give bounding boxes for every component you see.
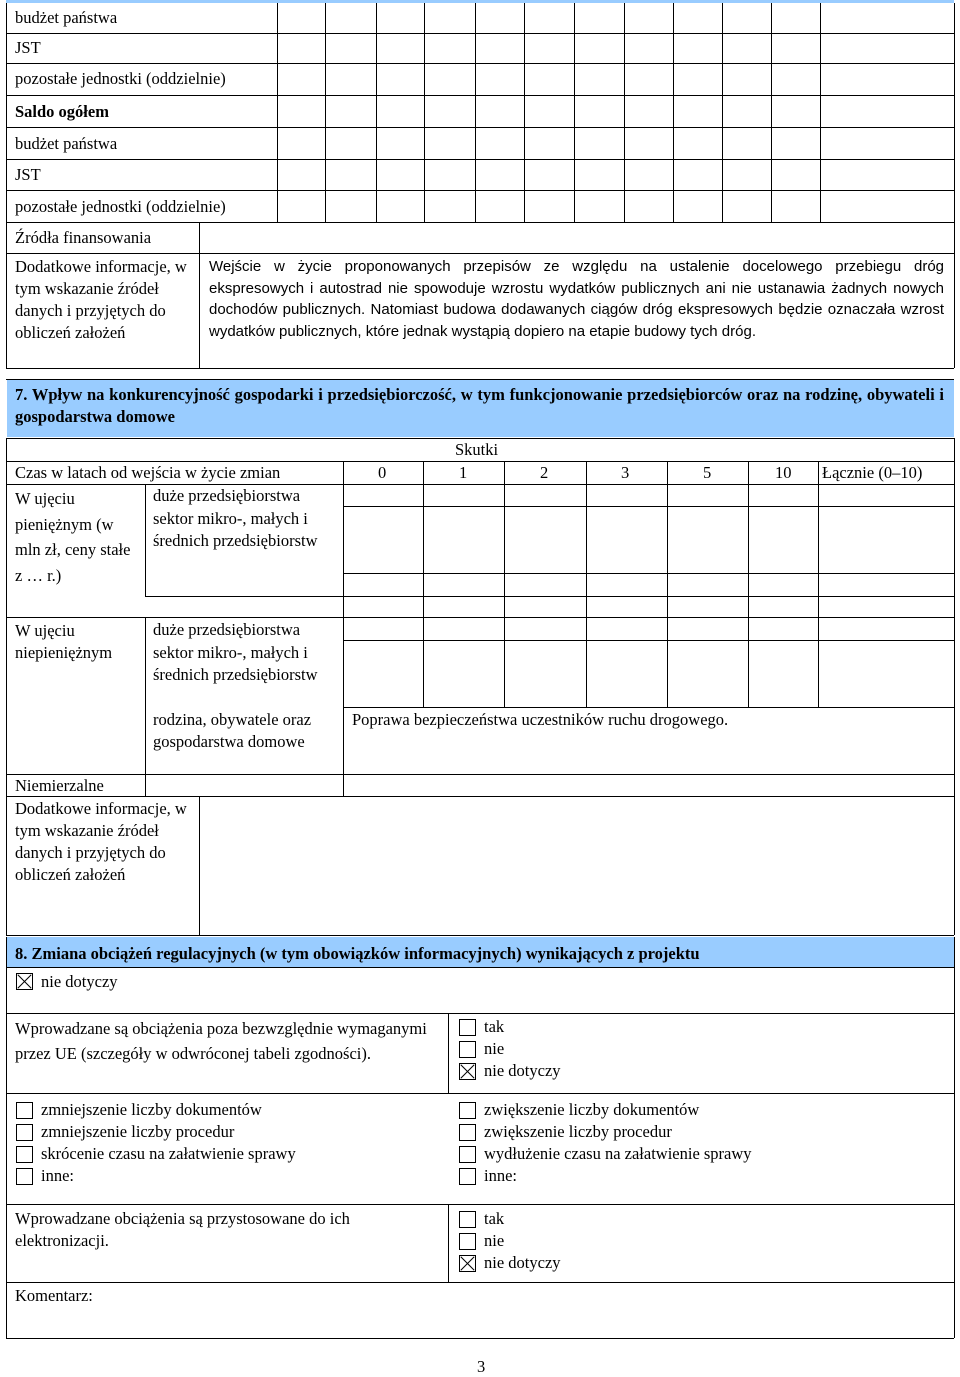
digital-no-checkbox[interactable] bbox=[459, 1233, 476, 1250]
eu-na-checkbox[interactable] bbox=[459, 1063, 476, 1080]
row-label: budżet państwa bbox=[15, 134, 118, 153]
option-label: nie bbox=[484, 1231, 505, 1250]
other-left-label: inne: bbox=[41, 1166, 74, 1185]
year-header: 10 bbox=[775, 463, 792, 482]
option-label: nie bbox=[484, 1039, 505, 1058]
other-right-label: inne: bbox=[484, 1166, 517, 1185]
increase-docs-checkbox[interactable] bbox=[459, 1102, 476, 1119]
row-label-total: Saldo ogółem bbox=[15, 102, 109, 121]
row-label: JST bbox=[15, 165, 41, 184]
monetary-label: W ujęciu pieniężnym (w mln zł, ceny stałe z … r.) bbox=[15, 489, 131, 585]
other-left-checkbox[interactable] bbox=[16, 1168, 33, 1185]
smes-label: sektor mikro-, małych i średnich przedsiębiorstw bbox=[153, 643, 318, 684]
effects-label: Skutki bbox=[455, 440, 499, 459]
year-header: 1 bbox=[459, 463, 468, 482]
extend-time-label: wydłużenie czasu na załatwienie sprawy bbox=[484, 1144, 752, 1163]
year-header-total: Łącznie (0‒10) bbox=[822, 463, 923, 482]
increase-docs-label: zwiększenie liczby dokumentów bbox=[484, 1100, 700, 1119]
row-label: pozostałe jednostki (oddzielnie) bbox=[15, 197, 226, 216]
not-applicable-label: nie dotyczy bbox=[41, 972, 118, 991]
shorten-time-label: skrócenie czasu na załatwienie sprawy bbox=[41, 1144, 296, 1163]
option-label: tak bbox=[484, 1017, 505, 1036]
option-label: nie dotyczy bbox=[484, 1061, 561, 1080]
year-header: 5 bbox=[703, 463, 712, 482]
not-applicable-checkbox[interactable] bbox=[16, 973, 33, 990]
eu-yes-checkbox[interactable] bbox=[459, 1019, 476, 1036]
section-8-heading: 8. Zmiana obciążeń regulacyjnych (w tym obowiązków informacyjnych) wynikających z projektu bbox=[15, 944, 700, 963]
other-right-checkbox[interactable] bbox=[459, 1168, 476, 1185]
reduce-docs-checkbox[interactable] bbox=[16, 1102, 33, 1119]
nonmonetary-label: W ujęciu niepieniężnym bbox=[15, 621, 113, 662]
year-header: 2 bbox=[540, 463, 549, 482]
sources-label: Źródła finansowania bbox=[15, 228, 152, 247]
shorten-time-checkbox[interactable] bbox=[16, 1146, 33, 1163]
large-companies-label: duże przedsiębiorstwa bbox=[153, 620, 301, 639]
option-label: nie dotyczy bbox=[484, 1253, 561, 1272]
smes-label: sektor mikro-, małych i średnich przedsiębiorstw bbox=[153, 509, 318, 550]
digital-na-checkbox[interactable] bbox=[459, 1255, 476, 1272]
additional-info-text: Wejście w życie proponowanych przepisów ze względu na ustalenie docelowego przebiegu dróg ekspresowych i autostrad nie spowoduje wzrostu wydatków publicznych ani nie ustanawia żadnych nowych dochodów publicznych. Natomiast budowa dodawanych ciągów dróg ekspresowych będzie oznaczała wzrost wydatków publicznych, które jednak wystąpią dopiero na etapie budowy tych dróg. bbox=[209, 258, 944, 340]
families-effect: Poprawa bezpieczeństwa uczestników ruchu drogowego. bbox=[352, 710, 729, 729]
time-label: Czas w latach od wejścia w życie zmian bbox=[15, 463, 281, 482]
eu-question: Wprowadzane są obciążenia poza bezwzględnie wymaganymi przez UE (szczegóły w odwróconej tabeli zgodności). bbox=[15, 1019, 427, 1063]
section-7-heading: 7. Wpływ na konkurencyjność gospodarki i przedsiębiorczość, w tym funkcjonowanie przedsiębiorców oraz na rodzinę, obywateli i gospodarstwa domowe bbox=[15, 385, 944, 426]
comment-label: Komentarz: bbox=[15, 1286, 93, 1305]
year-header: 3 bbox=[621, 463, 630, 482]
additional-info-label: Dodatkowe informacje, w tym wskazanie źródeł danych i przyjętych do obliczeń założeń bbox=[15, 257, 187, 342]
increase-procs-label: zwiększenie liczby procedur bbox=[484, 1122, 672, 1141]
digital-yes-checkbox[interactable] bbox=[459, 1211, 476, 1228]
extend-time-checkbox[interactable] bbox=[459, 1146, 476, 1163]
families-label: rodzina, obywatele oraz gospodarstwa domowe bbox=[153, 710, 312, 751]
page-number: 3 bbox=[477, 1357, 486, 1376]
increase-procs-checkbox[interactable] bbox=[459, 1124, 476, 1141]
large-companies-label: duże przedsiębiorstwa bbox=[153, 486, 301, 505]
year-header: 0 bbox=[378, 463, 387, 482]
additional-info-label: Dodatkowe informacje, w tym wskazanie źródeł danych i przyjętych do obliczeń założeń bbox=[15, 799, 187, 884]
reduce-docs-label: zmniejszenie liczby dokumentów bbox=[41, 1100, 262, 1119]
row-label: pozostałe jednostki (oddzielnie) bbox=[15, 69, 226, 88]
reduce-procs-label: zmniejszenie liczby procedur bbox=[41, 1122, 235, 1141]
reduce-procs-checkbox[interactable] bbox=[16, 1124, 33, 1141]
unmeasurable-label: Niemierzalne bbox=[15, 776, 104, 795]
row-label: budżet państwa bbox=[15, 8, 118, 27]
digital-question: Wprowadzane obciążenia są przystosowane do ich elektronizacji. bbox=[15, 1209, 350, 1250]
eu-no-checkbox[interactable] bbox=[459, 1041, 476, 1058]
option-label: tak bbox=[484, 1209, 505, 1228]
row-label: JST bbox=[15, 38, 41, 57]
